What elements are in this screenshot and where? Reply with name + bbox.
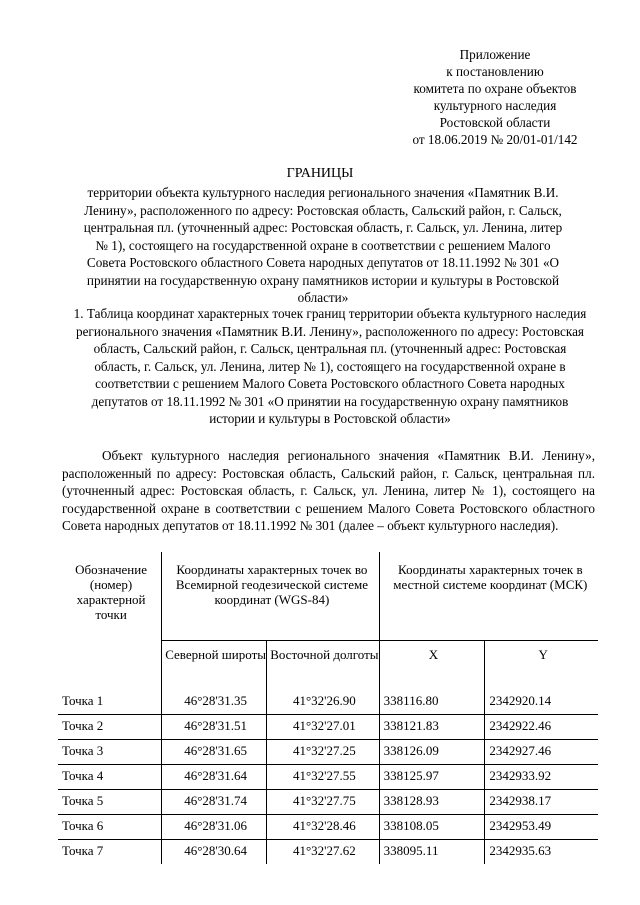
cell-x: 338125.97: [379, 765, 485, 790]
cell-east: 41°32'27.62: [267, 840, 380, 865]
header-msk: Координаты характерных точек в местной системе координат (МСК): [379, 552, 598, 641]
table-caption: 1. Таблица координат характерных точек границ территории объекта культурного наследия регионального значения «Памятник В.И. Ленину», расположенного по адресу: Ростовская область, Сальский район, г. Сальск, центральная пл. (уточненный адрес: Ростовская область, г. Сальск, ул. Ленина, литер № 1), состоящего на государственной охране в соответствии с решением Малого Совета Ростовского областного Совета народных депутатов от 18.11.1992 № 301 «О принятии на государственную охрану памятников истории и культуры в Ростовской области»: [73, 306, 587, 426]
cell-point: Точка 3: [58, 740, 162, 765]
cell-y: 2342953.49: [485, 815, 598, 840]
cell-point: Точка 2: [58, 715, 162, 740]
table-row: [58, 765, 598, 790]
document-title: ГРАНИЦЫ: [286, 166, 354, 181]
cell-north: 46°28'31.65: [162, 740, 267, 765]
table-row: [58, 740, 598, 765]
cell-y: 2342920.14: [485, 690, 598, 715]
cell-point: Точка 4: [58, 765, 162, 790]
cell-y: 2342933.92: [485, 765, 598, 790]
cell-point: Точка 6: [58, 815, 162, 840]
document-subtitle: территории объекта культурного наследия регионального значения «Памятник В.И. Ленину», расположенного по адресу: Ростовская область, Сальский район, г. Сальск, центральная пл. (уточненный адрес: Ростовская область, г. Сальск, ул. Ленина, литер № 1), состоящего на государственной охране в соответствии с решением Малого Совета Ростовского областного Совета народных депутатов от 18.11.1992 № 301 «О принятии на государственную охрану памятников истории и культуры в Ростовской области»: [83, 185, 563, 305]
appendix-header: [350, 46, 640, 148]
cell-point: Точка 7: [62, 843, 104, 858]
coordinates-table: [58, 552, 598, 864]
header-point: Обозначение (номер) характерной точки: [75, 562, 147, 622]
appendix-line: культурного наследия: [433, 98, 557, 113]
cell-north: 46°28'31.74: [162, 790, 267, 815]
cell-east: 41°32'28.46: [267, 815, 380, 840]
cell-y: 2342927.46: [485, 740, 598, 765]
header-y: Y: [485, 641, 598, 691]
table-row: [58, 815, 598, 840]
cell-east: 41°32'27.01: [267, 715, 380, 740]
appendix-line: к постановлению: [446, 64, 544, 79]
cell-east: 41°32'27.75: [267, 790, 380, 815]
cell-north: 46°28'31.06: [162, 815, 267, 840]
cell-point: Точка 5: [58, 790, 162, 815]
appendix-line: Приложение: [459, 47, 531, 62]
cell-x: 338126.09: [379, 740, 485, 765]
appendix-line: комитета по охране объектов: [413, 81, 577, 96]
object-description: Объект культурного наследия регионального значения «Памятник В.И. Ленину», расположенный по адресу: Ростовская область, Сальский район, г. Сальск, центральная пл. (уточненный адрес: Ростовская область, г. Сальск, ул. Ленина, литер № 1), состоящего на государственной охране в соответствии с решением Малого Совета Ростовского областного Совета народных депутатов от 18.11.1992 № 301 (далее – объект культурного наследия).: [62, 448, 595, 533]
cell-y: 2342938.17: [485, 790, 598, 815]
header-north: Северной широты: [162, 641, 267, 691]
cell-north: 46°28'30.64: [162, 840, 267, 865]
cell-y: 2342935.63: [485, 840, 598, 865]
header-x: X: [379, 641, 485, 691]
appendix-line: от 18.06.2019 № 20/01-01/142: [412, 132, 578, 147]
cell-x: 338121.83: [379, 715, 485, 740]
cell-east: 41°32'27.25: [267, 740, 380, 765]
cell-north: 46°28'31.51: [162, 715, 267, 740]
table-row: [58, 790, 598, 815]
cell-east: 41°32'26.90: [267, 690, 380, 715]
table-row: [58, 690, 598, 715]
table-row: [58, 840, 598, 865]
header-east: Восточной долготы: [267, 641, 380, 691]
cell-y: 2342922.46: [485, 715, 598, 740]
table-row: [58, 715, 598, 740]
cell-north: 46°28'31.35: [162, 690, 267, 715]
cell-east: 41°32'27.55: [267, 765, 380, 790]
cell-x: 338108.05: [379, 815, 485, 840]
cell-point: Точка 1: [58, 690, 162, 715]
cell-x: 338116.80: [379, 690, 485, 715]
cell-x: 338128.93: [379, 790, 485, 815]
cell-x: 338095.11: [379, 840, 485, 865]
appendix-line: Ростовской области: [439, 115, 551, 130]
header-wgs: Координаты характерных точек во Всемирной геодезической системе координат (WGS-84): [162, 552, 380, 641]
cell-north: 46°28'31.64: [162, 765, 267, 790]
